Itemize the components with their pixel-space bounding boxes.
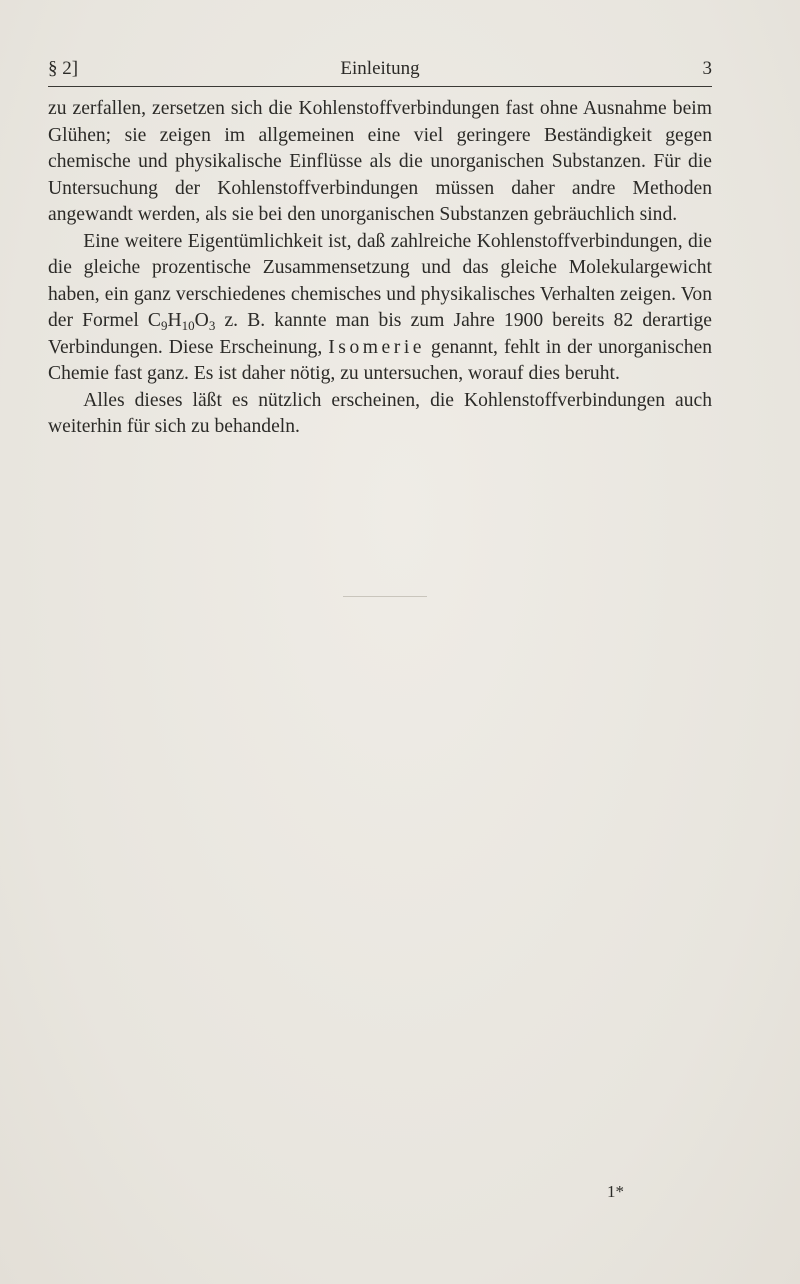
- formula-oxygen: O: [194, 310, 209, 331]
- paragraph-2-part-b: z. B. kannte man bis zum Jahre 1900 bereits 82 derartige Verbindungen. Diese Erscheinung,: [48, 310, 712, 358]
- running-header: [48, 56, 712, 82]
- section-separator: [343, 596, 427, 597]
- term-isomerie: Isomerie: [328, 336, 426, 358]
- formula-hydrogen: H: [167, 310, 182, 331]
- paragraph-2: [48, 229, 712, 388]
- formula-carbon-count: 9: [161, 318, 168, 333]
- section-marker: § 2]: [48, 58, 79, 79]
- paragraph-3: Alles dieses läßt es nützlich erscheinen, die Kohlenstoffverbindungen auch weiterhin für sich zu behandeln.: [48, 389, 712, 437]
- chemical-formula: [148, 310, 215, 331]
- formula-hydrogen-count: 10: [181, 318, 195, 333]
- running-title: Einleitung: [340, 58, 420, 79]
- paragraph-2-part-a: Eine weitere Eigentümlichkeit ist, daß zahlreiche Kohlenstoffverbindungen, die die gleiche prozentische Zusammensetzung und das gleiche Molekulargewicht haben, ein ganz verschiedenes chemisches und physikalisches Verhalten zeigen. Von der Formel: [48, 230, 712, 331]
- signature-mark: 1*: [607, 1182, 624, 1201]
- formula-carbon: C: [147, 310, 161, 331]
- paragraph-1: zu zerfallen, zersetzen sich die Kohlenstoffverbindungen fast ohne Ausnahme beim Glühen; sie zeigen im allgemeinen eine viel geringere Beständigkeit gegen chemische und physikalische Einflüsse als die unorganischen Substanzen. Für die Untersuchung der Kohlenstoffverbindungen müssen daher andre Methoden angewandt werden, als sie bei den unorganischen Substanzen gebräuchlich sind.: [48, 98, 712, 225]
- formula-oxygen-count: 3: [208, 318, 216, 333]
- paragraph-2-part-c: genannt, fehlt in der unorganischen Chemie fast ganz. Es ist daher nötig, zu untersuchen, worauf dies beruht.: [48, 336, 712, 384]
- body-text: [48, 96, 712, 441]
- header-rule: [48, 86, 712, 87]
- page-number: 3: [702, 58, 712, 79]
